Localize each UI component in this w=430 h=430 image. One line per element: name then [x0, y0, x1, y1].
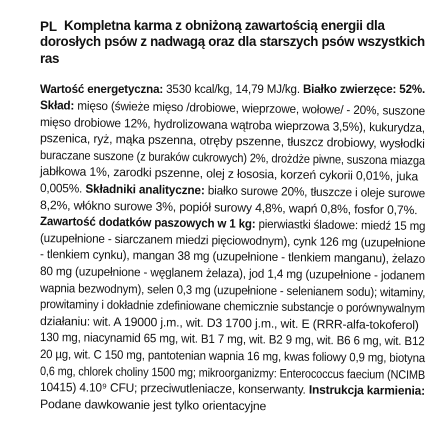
text-run: 0,005%.	[39, 181, 86, 196]
composition-line	[40, 215, 426, 233]
heading-line-2: dorosłych psów z nadwagą oraz dla starszych psów wszystkich	[40, 34, 425, 49]
heading-line-1: Kompletna karma z obniżoną zawartością energii dla	[64, 18, 385, 33]
text-run: działaniu: wit. A 19000 j.m., wit. D3 1700 j.m., wit. E (RRR-alfa-tokoferol)	[39, 313, 419, 333]
composition-line	[40, 265, 425, 283]
text-run: - tlenkiem cynku), mangan 38 mg (uzupełnione - tlenkiem manganu), żelazo	[39, 247, 426, 267]
text-run: 80 mg (uzupełnione - węglanem żelaza), jod 1,4 mg (uzupełnione - jodanem	[39, 264, 426, 283]
energy-label: Wartość energetyczna:	[40, 82, 164, 96]
composition-line	[40, 315, 419, 332]
composition-line	[40, 331, 425, 348]
composition-line	[40, 365, 425, 382]
composition-line	[40, 381, 425, 398]
energy-value: 3530 kcal/kg, 14,79 MJ/kg.	[163, 82, 303, 96]
bold-term: Skład:	[39, 98, 75, 113]
text-run: 130 mg, niacynamid 65 mg, wit. B1 7 mg, wit. B2 9 mg, wit. B6 6 mg, wit. B12	[39, 330, 425, 349]
text-run: prowitaminy i dokładnie zdefiniowane chemicznie substancje o porównywalnym	[39, 297, 425, 316]
composition-line	[40, 398, 266, 413]
composition-line	[40, 298, 425, 315]
bold-term: Składniki analityczne:	[85, 181, 205, 198]
text-run: pszenica, ryż, mąka pszenna, otręby pszenne, tłuszcz drobiowy, wysłodki	[39, 131, 425, 151]
text-run: 10415) 4.10⁹ CFU; przeciwutleniacze, konserwanty.	[39, 380, 309, 397]
composition-line	[40, 348, 425, 365]
bold-term: Zawartość dodatków paszowych w 1 kg:	[39, 214, 256, 232]
text-run: białko surowe 20%, tłuszcze i oleje surowe	[204, 183, 426, 201]
animal-protein: Białko zwierzęce: 52%.	[302, 82, 426, 96]
energy-line	[40, 83, 425, 96]
composition-line	[40, 282, 425, 300]
text-run: jabłkowa 1%, zarodki pszenne, olej z łososia, korzeń cykorii 0,01%, juka	[39, 164, 419, 184]
text-run: buraczane suszone (z buraków cukrowych) 2%, drożdże piwne, suszona miazga	[39, 147, 426, 168]
text-run: Podane dawkowanie jest tylko orientacyjne	[39, 396, 267, 413]
text-run: 8,2%, włókno surowe 3%, popiół surowy 4,8%, wapń 0,8%, fosfor 0,7%.	[39, 197, 418, 217]
text-run: mięso drobiowe 12%, hydrolizowana wątroba wieprzowa 3,5%), kukurydza,	[39, 114, 426, 135]
text-run: wapnia bezwodnym), selen 0,3 mg (uzupełnione - selenianem sodu); witaminy,	[39, 280, 426, 300]
composition-line	[40, 182, 425, 200]
text-run: 0,6 mg, chlorek choliny 1500 mg; mikroorganizmy: Enterococcus faecium (NCIMB	[39, 363, 426, 382]
text-run: 20 µg, wit. C 150 mg, pantotenian wapnia 16 mg, kwas foliowy 0,9 mg, biotyna	[39, 347, 426, 366]
country-code: PL	[40, 19, 58, 34]
composition-line	[40, 248, 425, 266]
text-run: mięso (świeże mięso /drobiowe, wieprzowe, wołowe/ - 20%, suszone	[74, 98, 426, 119]
bold-term: Instrukcja karmienia:	[308, 382, 426, 398]
heading-line-3: ras	[40, 51, 60, 66]
text-run: (uzupełnione - siarczanem miedzi pięciowodnym), cynk 126 mg (uzupełnione	[39, 230, 426, 250]
text-run: pierwiastki śladowe: miedź 15 mg	[255, 217, 426, 234]
